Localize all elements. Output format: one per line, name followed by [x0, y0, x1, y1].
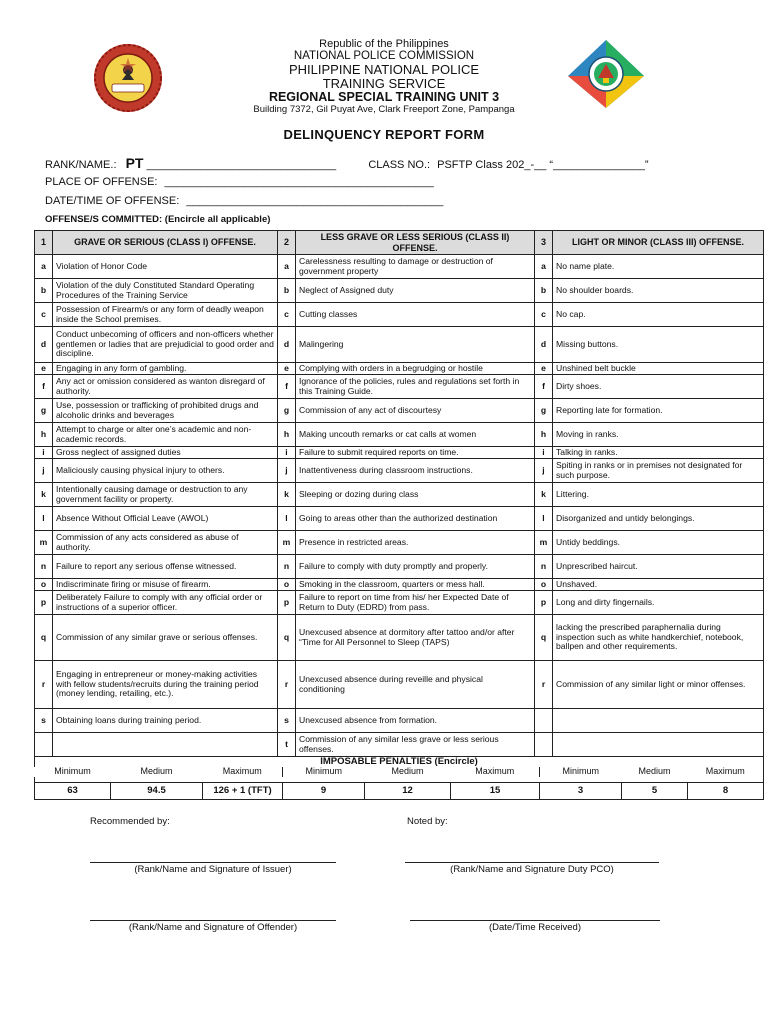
class-2-letter[interactable]: j	[278, 459, 296, 483]
class-2-offense: Carelessness resulting to damage or destruction of government property	[296, 255, 535, 279]
penalty-value[interactable]: 12	[365, 783, 451, 800]
class-3-offense: Commission of any similar light or minor offenses.	[553, 661, 764, 709]
class-1-letter[interactable]: j	[35, 459, 53, 483]
class-1-letter[interactable]: f	[35, 375, 53, 399]
table-row	[35, 709, 764, 733]
class-2-letter[interactable]: d	[278, 327, 296, 363]
class-3-offense: Disorganized and untidy belongings.	[553, 507, 764, 531]
table-row	[35, 507, 764, 531]
table-row	[35, 255, 764, 279]
class-3-letter[interactable]: q	[535, 615, 553, 661]
table-row	[35, 733, 764, 757]
class-2-offense: Unexcused absence during reveille and physical conditioning	[296, 661, 535, 709]
penalties-title: IMPOSABLE PENALTIES (Encircle)	[35, 757, 764, 768]
class-1-letter[interactable]	[35, 733, 53, 757]
class-1-letter[interactable]: g	[35, 399, 53, 423]
class-1-offense: Any act or omission considered as wanton disregard of authority.	[53, 375, 278, 399]
date-row	[45, 192, 745, 211]
class-3-letter[interactable]	[535, 709, 553, 733]
class-2-letter[interactable]: c	[278, 303, 296, 327]
class-2-letter[interactable]: a	[278, 255, 296, 279]
table-row	[35, 555, 764, 579]
class-1-offense: Failure to report any serious offense witnessed.	[53, 555, 278, 579]
class-2-offense: Failure to report on time from his/ her Expected Date of Return to Duty (EDRD) from pass.	[296, 591, 535, 615]
class-1-letter[interactable]: r	[35, 661, 53, 709]
place-row	[45, 173, 745, 192]
class-2-title: LESS GRAVE OR LESS SERIOUS (CLASS II) OFFENSE.	[296, 231, 535, 255]
class-2-offense: Inattentiveness during classroom instructions.	[296, 459, 535, 483]
table-row	[35, 327, 764, 363]
class-1-offense: Indiscriminate firing or misuse of firearm.	[53, 579, 278, 591]
class-2-offense: Malingering	[296, 327, 535, 363]
duty-pco-caption: (Rank/Name and Signature Duty PCO)	[450, 864, 614, 875]
class-2-letter[interactable]: o	[278, 579, 296, 591]
class-3-offense: No cap.	[553, 303, 764, 327]
letterhead	[0, 38, 768, 116]
penalty-label: Minimum	[540, 767, 622, 777]
table-row	[35, 591, 764, 615]
issuer-caption: (Rank/Name and Signature of Issuer)	[134, 864, 292, 875]
class-1-letter[interactable]: p	[35, 591, 53, 615]
class-2-offense: Commission of any similar less grave or less serious offenses.	[296, 733, 535, 757]
table-row	[35, 483, 764, 507]
class-1-offense: Attempt to charge or alter one’s academic and non-academic records.	[53, 423, 278, 447]
class-1-letter[interactable]: d	[35, 327, 53, 363]
class-2-letter[interactable]: r	[278, 661, 296, 709]
class-2-letter[interactable]: k	[278, 483, 296, 507]
class-3-letter[interactable]: d	[535, 327, 553, 363]
rank-value[interactable]: PT	[125, 155, 144, 171]
class-2-offense: Going to areas other than the authorized destination	[296, 507, 535, 531]
class-1-letter[interactable]: h	[35, 423, 53, 447]
header-training-service: TRAINING SERVICE	[322, 76, 446, 92]
place-label: PLACE OF OFFENSE:	[45, 176, 158, 188]
table-row	[35, 363, 764, 375]
class-1-offense: Deliberately Failure to comply with any official order or instructions of a superior officer.	[53, 591, 278, 615]
class-1-offense: Possession of Firearm/s or any form of deadly weapon inside the School premises.	[53, 303, 278, 327]
class-3-letter[interactable]: j	[535, 459, 553, 483]
recommended-by-label: Recommended by:	[90, 816, 170, 827]
class-3-offense: Talking in ranks.	[553, 447, 764, 459]
table-row	[35, 303, 764, 327]
penalty-value[interactable]: 126 + 1 (TFT)	[203, 783, 283, 800]
table-row	[35, 375, 764, 399]
class-3-offense: Unprescribed haircut.	[553, 555, 764, 579]
offenses-table	[34, 230, 764, 757]
class-3-letter[interactable]: c	[535, 303, 553, 327]
class-3-offense: Littering.	[553, 483, 764, 507]
class-1-letter[interactable]: l	[35, 507, 53, 531]
class-3-offense: Spiting in ranks or in premises not designated for such purpose.	[553, 459, 764, 483]
penalty-label: Medium	[638, 766, 671, 777]
class-2-offense: Presence in restricted areas.	[296, 531, 535, 555]
class-1-offense: Commission of any acts considered as abuse of authority.	[53, 531, 278, 555]
class-2-letter[interactable]: f	[278, 375, 296, 399]
class-1-title: GRAVE OR SERIOUS (CLASS I) OFFENSE.	[53, 231, 278, 255]
class-2-letter[interactable]: s	[278, 709, 296, 733]
header-unit: REGIONAL SPECIAL TRAINING UNIT 3	[268, 90, 500, 105]
class-1-offense: Obtaining loans during training period.	[53, 709, 278, 733]
class-2-offense: Ignorance of the policies, rules and regulations set forth in this Training Guide.	[296, 375, 535, 399]
class-3-letter[interactable]: h	[535, 423, 553, 447]
class-3-offense: Moving in ranks.	[553, 423, 764, 447]
class-1-offense: Conduct unbecoming of officers and non-officers whether gentlemen or ladies that are prejudicial to good order and discipline.	[53, 327, 278, 363]
offender-caption: (Rank/Name and Signature of Offender)	[128, 922, 298, 933]
class-3-letter[interactable]: a	[535, 255, 553, 279]
class-3-offense: Untidy beddings.	[553, 531, 764, 555]
penalties-values-row	[35, 783, 764, 800]
table-row	[35, 579, 764, 591]
class-2-offense: Complying with orders in a begrudging or hostile	[296, 363, 535, 375]
class-1-letter[interactable]: b	[35, 279, 53, 303]
penalty-value[interactable]: 3	[540, 783, 622, 800]
table-row	[35, 661, 764, 709]
class-3-letter[interactable]: e	[535, 363, 553, 375]
class-3-letter[interactable]: g	[535, 399, 553, 423]
class-1-offense: Gross neglect of assigned duties	[53, 447, 278, 459]
penalty-label: Medium	[140, 766, 173, 777]
class-2-offense: Making uncouth remarks or cat calls at women	[296, 423, 535, 447]
header-address: Building 7372, Gil Puyat Ave, Clark Freeport Zone, Pampanga	[253, 104, 515, 116]
penalty-value[interactable]: 94.5	[111, 783, 203, 800]
class-3-offense: Unshaved.	[553, 579, 764, 591]
class-1-number: 1	[35, 231, 53, 255]
penalties-table	[34, 756, 764, 800]
class-1-offense	[53, 733, 278, 757]
penalty-label: Minimum	[54, 766, 91, 777]
place-blank[interactable]: ____________________________________________	[164, 176, 434, 188]
class-3-letter[interactable]: f	[535, 375, 553, 399]
class-3-letter[interactable]: l	[535, 507, 553, 531]
penalty-value[interactable]: 8	[688, 783, 764, 800]
class-1-letter[interactable]: e	[35, 363, 53, 375]
class-1-letter[interactable]: o	[35, 579, 53, 591]
class-3-letter[interactable]: m	[535, 531, 553, 555]
class-2-offense: Failure to submit required reports on time.	[296, 447, 535, 459]
table-row	[35, 423, 764, 447]
penalty-value[interactable]: 15	[451, 783, 540, 800]
penalty-label: Medium	[391, 766, 424, 777]
class-1-offense: Commission of any similar grave or serious offenses.	[53, 615, 278, 661]
class-3-offense: lacking the prescribed paraphernalia during inspection such as white handkerchief, notebook, ballpen and other requirements.	[553, 615, 764, 661]
rank-blank[interactable]: _______________________________	[146, 159, 337, 171]
class-2-letter[interactable]: t	[278, 733, 296, 757]
class-1-letter[interactable]: c	[35, 303, 53, 327]
class-2-letter[interactable]: i	[278, 447, 296, 459]
class-label: CLASS NO.:	[368, 159, 431, 171]
class-2-offense: Unexcused absence from formation.	[296, 709, 535, 733]
penalty-value[interactable]: 9	[283, 783, 365, 800]
class-3-offense: No name plate.	[553, 255, 764, 279]
offender-signature-line[interactable]	[90, 920, 336, 921]
penalty-label: Maximum	[451, 767, 540, 777]
class-2-offense: Cutting classes	[296, 303, 535, 327]
table-row	[35, 615, 764, 661]
class-2-letter[interactable]: q	[278, 615, 296, 661]
class-3-title: LIGHT OR MINOR (CLASS III) OFFENSE.	[553, 231, 764, 255]
penalty-label: Maximum	[203, 767, 283, 777]
penalties-labels-row	[35, 767, 764, 777]
date-blank[interactable]: __________________________________________	[186, 195, 444, 207]
class-2-offense: Commission of any act of discourtesy	[296, 399, 535, 423]
class-2-offense: Failure to comply with duty promptly and properly.	[296, 555, 535, 579]
header-republic: Republic of the Philippines	[319, 38, 449, 50]
class-2-number: 2	[278, 231, 296, 255]
class-1-offense: Use, possession or trafficking of prohibited drugs and alcoholic drinks and beverages	[53, 399, 278, 423]
penalty-value[interactable]: 63	[35, 783, 111, 800]
rank-row	[45, 154, 745, 173]
class-3-offense: Missing buttons.	[553, 327, 764, 363]
class-1-letter[interactable]: k	[35, 483, 53, 507]
penalty-value[interactable]: 5	[622, 783, 688, 800]
table-row	[35, 279, 764, 303]
class-2-letter[interactable]: l	[278, 507, 296, 531]
report-fields	[45, 154, 745, 211]
class-3-letter[interactable]: r	[535, 661, 553, 709]
date-received-line[interactable]	[410, 920, 660, 921]
class-3-letter[interactable]	[535, 733, 553, 757]
class-1-offense: Maliciously causing physical injury to others.	[53, 459, 278, 483]
class-1-letter[interactable]: m	[35, 531, 53, 555]
class-2-letter[interactable]: h	[278, 423, 296, 447]
header-napolcom: NATIONAL POLICE COMMISSION	[293, 50, 475, 63]
class-value[interactable]: PSFTP Class 202_-__ “_______________”	[437, 159, 649, 171]
class-1-letter[interactable]: q	[35, 615, 53, 661]
class-3-offense	[553, 733, 764, 757]
class-3-letter[interactable]: o	[535, 579, 553, 591]
duty-pco-signature-line[interactable]	[405, 862, 659, 863]
class-1-offense: Violation of the duly Constituted Standard Operating Procedures of the Training Service	[53, 279, 278, 303]
class-2-letter[interactable]: g	[278, 399, 296, 423]
table-row	[35, 399, 764, 423]
table-row	[35, 459, 764, 483]
class-1-offense: Intentionally causing damage or destruction to any government facility or property.	[53, 483, 278, 507]
header-pnp: PHILIPPINE NATIONAL POLICE	[289, 61, 479, 77]
class-1-letter[interactable]: a	[35, 255, 53, 279]
class-3-letter[interactable]: p	[535, 591, 553, 615]
noted-by-label: Noted by:	[407, 816, 448, 827]
class-1-offense: Violation of Honor Code	[53, 255, 278, 279]
class-3-offense: Reporting late for formation.	[553, 399, 764, 423]
table-row	[35, 447, 764, 459]
class-2-offense: Sleeping or dozing during class	[296, 483, 535, 507]
class-1-offense: Engaging in any form of gambling.	[53, 363, 278, 375]
offenses-instruction: OFFENSE/S COMMITTED: (Encircle all applicable)	[45, 214, 271, 225]
class-3-letter[interactable]: n	[535, 555, 553, 579]
class-3-offense	[553, 709, 764, 733]
table-header-row	[35, 231, 764, 255]
class-3-offense: Dirty shoes.	[553, 375, 764, 399]
class-3-offense: No shoulder boards.	[553, 279, 764, 303]
penalty-label: Minimum	[283, 767, 365, 777]
class-1-offense: Engaging in entrepreneur or money-making activities with fellow students/recruits during the training period (money lending, retailing, etc.).	[53, 661, 278, 709]
class-1-letter[interactable]: i	[35, 447, 53, 459]
rank-label: RANK/NAME.:	[45, 159, 117, 171]
class-1-letter[interactable]: n	[35, 555, 53, 579]
form-title: DELINQUENCY REPORT FORM	[283, 127, 485, 142]
date-label: DATE/TIME OF OFFENSE:	[45, 195, 180, 207]
table-row	[35, 531, 764, 555]
class-3-offense: Long and dirty fingernails.	[553, 591, 764, 615]
class-3-letter[interactable]: i	[535, 447, 553, 459]
class-3-letter[interactable]: k	[535, 483, 553, 507]
class-3-number: 3	[535, 231, 553, 255]
class-1-offense: Absence Without Official Leave (AWOL)	[53, 507, 278, 531]
class-2-offense: Smoking in the classroom, quarters or mess hall.	[296, 579, 535, 591]
class-2-letter[interactable]: n	[278, 555, 296, 579]
penalty-label: Maximum	[688, 767, 764, 777]
class-2-offense: Unexcused absence at dormitory after tattoo and/or after “Time for All Personnel to Sleep (TAPS)	[296, 615, 535, 661]
class-2-letter[interactable]: p	[278, 591, 296, 615]
date-received-caption: (Date/Time Received)	[488, 922, 582, 933]
class-2-offense: Neglect of Assigned duty	[296, 279, 535, 303]
class-2-letter[interactable]: m	[278, 531, 296, 555]
class-1-letter[interactable]: s	[35, 709, 53, 733]
class-2-letter[interactable]: e	[278, 363, 296, 375]
issuer-signature-line[interactable]	[90, 862, 336, 863]
class-3-letter[interactable]: b	[535, 279, 553, 303]
class-3-offense: Unshined belt buckle	[553, 363, 764, 375]
class-2-letter[interactable]: b	[278, 279, 296, 303]
